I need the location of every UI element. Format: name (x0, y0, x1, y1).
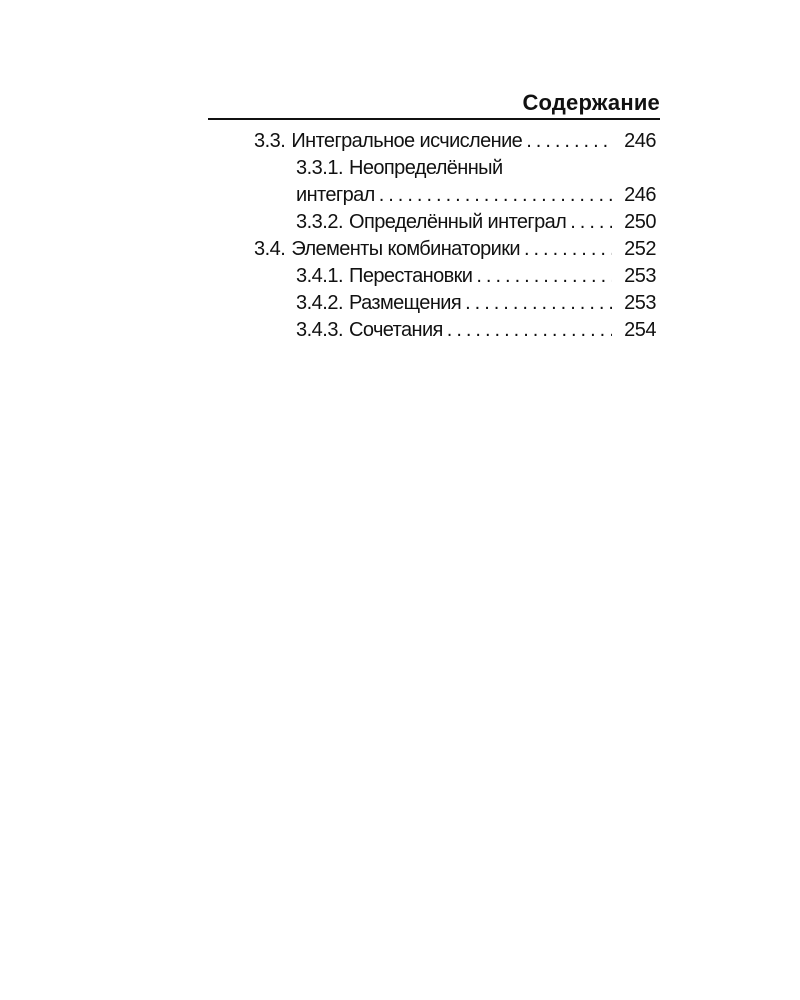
toc-entry-3-3-1-continuation[interactable] (254, 182, 656, 209)
toc-entry-page: 254 (624, 319, 656, 341)
toc-entry-number: 3.3.2. (296, 211, 344, 233)
toc-entry-3-4-1[interactable] (254, 263, 656, 290)
toc-entry-3-4-2[interactable] (254, 290, 656, 317)
toc-leader-dots (526, 128, 612, 155)
toc-entry-number: 3.3. (254, 130, 286, 152)
toc-entry-title: Определённый интеграл (349, 211, 567, 233)
toc-entry-3-3-2[interactable] (254, 209, 656, 236)
toc-leader-dots (476, 263, 612, 290)
toc-entry-number: 3.3.1. (296, 157, 344, 179)
toc-entry-title: Перестановки (349, 265, 473, 287)
toc-entry-title: Размещения (349, 292, 462, 314)
toc-entry-3-4[interactable] (254, 236, 656, 263)
toc-leader-dots (447, 317, 612, 344)
toc-entry-number: 3.4.1. (296, 265, 344, 287)
toc-entry-title: Интегральное исчисление (291, 130, 523, 152)
toc-entry-number: 3.4. (254, 238, 286, 260)
toc-entry-3-4-3[interactable] (254, 317, 656, 344)
toc-leader-dots (465, 290, 612, 317)
running-header (208, 88, 660, 120)
toc-entry-page: 253 (624, 292, 656, 314)
toc-entry-page: 250 (624, 211, 656, 233)
toc-entry-title: интеграл (296, 184, 375, 206)
toc-entry-3-3[interactable] (254, 128, 656, 155)
table-of-contents (254, 128, 656, 344)
toc-entry-page: 253 (624, 265, 656, 287)
toc-entry-title: Элементы комбинаторики (291, 238, 520, 260)
toc-entry-page: 252 (624, 238, 656, 260)
toc-entry-title: Сочетания (349, 319, 443, 341)
toc-entry-title: Неопределённый (349, 157, 503, 179)
toc-leader-dots (524, 236, 612, 263)
toc-leader-dots (570, 209, 612, 236)
toc-entry-number: 3.4.3. (296, 319, 344, 341)
toc-entry-page: 246 (624, 184, 656, 206)
toc-entry-page: 246 (624, 130, 656, 152)
toc-entry-number: 3.4.2. (296, 292, 344, 314)
toc-entry-3-3-1[interactable] (254, 155, 656, 182)
page-title: Содержание (522, 90, 660, 115)
toc-leader-dots (379, 182, 612, 209)
